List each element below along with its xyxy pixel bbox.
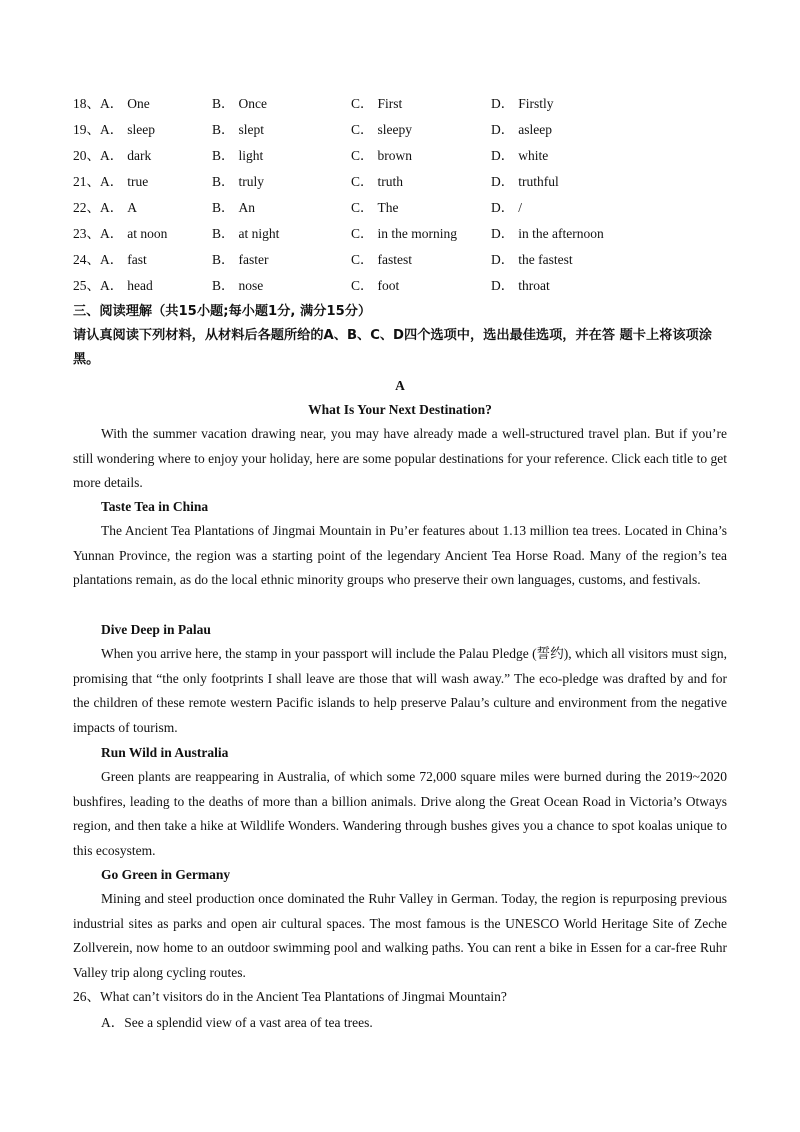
choice-option-a[interactable] [73,276,153,296]
choice-option-c[interactable] [351,224,457,244]
option-sep: ． [109,174,124,189]
section-heading-china: Taste Tea in China [101,499,209,514]
option-sep: ． [500,122,515,137]
option-letter: A [100,200,110,215]
section-heading-palau: Dive Deep in Palau [101,622,211,637]
choice-option-a[interactable] [73,250,147,270]
choice-number: 24 [73,252,87,267]
option-letter: A [100,278,110,293]
option-sep: ． [500,174,515,189]
choice-number-sep: 、 [86,96,100,111]
option-sep: ． [500,148,515,163]
option-text: A [127,200,137,215]
section-body-palau: When you arrive here, the stamp in your passport will include the Palau Pledge (誓约), which all visitors must sign, promising that “the only footprints I shall leave are those that will wash away.” The eco-pledge was drafted by and for the children of these remote western Pacific islands to help preserve Palau’s culture and environment from the negative impacts of tourism. [73,646,727,735]
option-text: in the afternoon [518,226,604,241]
choice-option-d[interactable] [491,172,559,192]
option-letter: C [351,200,361,215]
question-number: 26 [73,989,87,1004]
option-letter: A [100,148,110,163]
option-text: white [518,148,549,163]
option-sep: ． [221,96,235,111]
option-sep: ． [221,226,235,241]
option-letter: B [212,122,222,137]
choice-option-c[interactable] [351,172,403,192]
choice-option-a[interactable] [73,146,151,166]
choice-option-d[interactable] [491,276,550,296]
option-letter: B [212,278,222,293]
question-number-sep: 、 [86,989,100,1004]
option-text: at night [238,226,280,241]
question-26 [73,987,507,1007]
choice-option-a[interactable] [73,198,137,218]
option-letter: A [100,174,110,189]
choice-option-c[interactable] [351,276,399,296]
choice-option-d[interactable] [491,250,573,270]
passage-intro: With the summer vacation drawing near, you may have already made a well-structured travel plan. But if you’re still wondering where to enjoy your holiday, here are some popular destinations for your reference. Click each title to get more details. [73,426,727,490]
choice-option-b[interactable] [212,224,279,244]
option-sep: ． [500,226,515,241]
choice-number-sep: 、 [86,174,100,189]
option-letter: C [351,278,361,293]
choice-option-d[interactable] [491,146,548,166]
question-text: What can’t visitors do in the Ancient Tea Plantations of Jingmai Mountain? [100,989,507,1004]
option-sep: ． [221,122,235,137]
option-letter: C [351,226,361,241]
option-sep: ． [109,200,124,215]
option-sep: ． [500,200,515,215]
option-text: fast [127,252,147,267]
option-text: / [518,200,523,215]
option-letter: B [212,148,222,163]
option-sep: ． [221,252,235,267]
choice-number-sep: 、 [86,226,100,241]
option-letter: A [101,1015,111,1030]
section-body-germany: Mining and steel production once dominated the Ruhr Valley in German. Today, the region is repurposing previous industrial sites as parks and open air cultural spaces. The most famous is the UNESCO World Heritage Site of Zeche Zollverein, now home to an outdoor swimming pool and walking paths. You can rent a bike in Essen for a car-free Ruhr Valley trip along cycling routes. [73,891,727,980]
option-text: First [377,96,403,111]
option-text: truth [377,174,404,189]
option-letter: C [351,148,361,163]
section-body-china: The Ancient Tea Plantations of Jingmai Mountain in Pu’er features about 1.13 million tea trees. Located in China’s Yunnan Province, the region was a starting point of the legendary Ancient Tea Horse Road. Many of the region’s tea plantations remain, as do the local ethnic minority groups who preserve their own languages, customs, and festivals. [73,523,727,587]
choice-option-d[interactable] [491,198,522,218]
choice-option-c[interactable] [351,250,412,270]
choice-number: 20 [73,148,87,163]
choice-option-c[interactable] [351,146,412,166]
choice-option-b[interactable] [212,198,255,218]
option-sep: ． [500,252,515,267]
choice-number: 25 [73,278,87,293]
choice-number: 22 [73,200,87,215]
option-letter: B [212,252,222,267]
option-letter: D [491,148,501,163]
option-letter: D [491,278,501,293]
option-sep: ． [360,278,374,293]
option-text: light [238,148,264,163]
choice-number: 21 [73,174,87,189]
choice-option-c[interactable] [351,120,412,140]
choice-number-sep: 、 [86,122,100,137]
option-sep: ． [360,252,374,267]
choice-option-b[interactable] [212,94,267,114]
option-text: truthful [518,174,559,189]
choice-option-c[interactable] [351,198,399,218]
choice-option-d[interactable] [491,94,554,114]
option-text: brown [377,148,413,163]
option-sep: ． [500,278,515,293]
choice-number: 23 [73,226,87,241]
choice-number-sep: 、 [86,200,100,215]
option-letter: D [491,174,501,189]
option-letter: B [212,174,222,189]
option-sep: ． [109,252,124,267]
option-sep: ． [221,174,235,189]
option-sep: ． [360,96,374,111]
option-text: Firstly [518,96,554,111]
option-text: foot [377,278,400,293]
option-letter: C [351,174,361,189]
choice-number: 19 [73,122,87,137]
option-text: asleep [518,122,552,137]
option-text: true [127,174,149,189]
choice-option-d[interactable] [491,224,604,244]
option-sep: ． [109,148,124,163]
choice-option-a[interactable] [73,120,155,140]
option-letter: A [100,122,110,137]
passage-title: What Is Your Next Destination? [308,402,492,417]
option-text: An [238,200,256,215]
option-letter: A [100,226,110,241]
option-text: fastest [377,252,413,267]
option-letter: A [100,96,110,111]
choice-number-sep: 、 [86,278,100,293]
choice-option-a[interactable] [73,94,150,114]
option-sep: ． [110,1015,125,1030]
option-sep: ． [109,122,124,137]
option-sep: ． [221,278,235,293]
option-letter: C [351,96,361,111]
choice-option-b[interactable] [212,146,263,166]
option-sep: ． [360,174,374,189]
choice-option-b[interactable] [212,276,263,296]
option-sep: ． [360,122,374,137]
option-text: faster [238,252,269,267]
option-text: sleep [127,122,155,137]
option-sep: ． [360,226,374,241]
choice-option-b[interactable] [212,120,264,140]
section-body-australia: Green plants are reappearing in Australia, of which some 72,000 square miles were burned during the 2019~2020 bushfires, leading to the deaths of more than a billion animals. Drive along the Great Ocean Road in Victoria’s Otways region, and then take a hike at Wildlife Wonders. Wandering through bushes gives you a chance to spot koalas unique to this ecosystem. [73,769,727,858]
option-letter: D [491,200,501,215]
choice-number: 18 [73,96,87,111]
option-letter: D [491,252,501,267]
option-text: truly [238,174,265,189]
option-sep: ． [360,148,374,163]
choice-option-d[interactable] [491,120,552,140]
option-text: slept [238,122,265,137]
option-letter: B [212,226,222,241]
choice-number-sep: 、 [86,252,100,267]
option-text: The [377,200,399,215]
option-letter: C [351,122,361,137]
choice-option-c[interactable] [351,94,402,114]
option-letter: D [491,122,501,137]
section-heading-germany: Go Green in Germany [101,867,231,882]
option-text: the fastest [518,252,573,267]
option-text: dark [127,148,152,163]
section-heading-australia: Run Wild in Australia [101,745,229,760]
option-letter: A [100,252,110,267]
option-sep: ． [109,278,124,293]
option-text: See a splendid view of a vast area of tea trees. [124,1015,373,1030]
option-letter: B [212,96,222,111]
option-text: One [127,96,150,111]
option-sep: ． [500,96,515,111]
section-heading: 三、阅读理解（共15小题;每小题1分, 满分15分） [73,304,372,319]
question-26-option-a[interactable] [101,1013,373,1033]
option-sep: ． [221,200,235,215]
option-text: throat [518,278,550,293]
choice-number-sep: 、 [86,148,100,163]
option-sep: ． [109,96,124,111]
option-sep: ． [109,226,124,241]
option-sep: ． [360,200,374,215]
option-letter: D [491,96,501,111]
choice-option-a[interactable] [73,224,167,244]
option-text: in the morning [377,226,458,241]
option-text: head [127,278,153,293]
choice-option-a[interactable] [73,172,148,192]
choice-option-b[interactable] [212,172,264,192]
option-sep: ． [221,148,235,163]
option-text: Once [238,96,267,111]
option-text: sleepy [377,122,413,137]
option-letter: D [491,226,501,241]
section-instruction: 请认真阅读下列材料，从材料后各题所给的A、B、C、D四个选项中，选出最佳选项，并在答 题卡上将该项涂黑。 [73,328,712,367]
option-text: nose [238,278,264,293]
option-letter: C [351,252,361,267]
option-text: at noon [127,226,168,241]
passage-letter: A [395,378,405,393]
option-letter: B [212,200,222,215]
choice-option-b[interactable] [212,250,269,270]
